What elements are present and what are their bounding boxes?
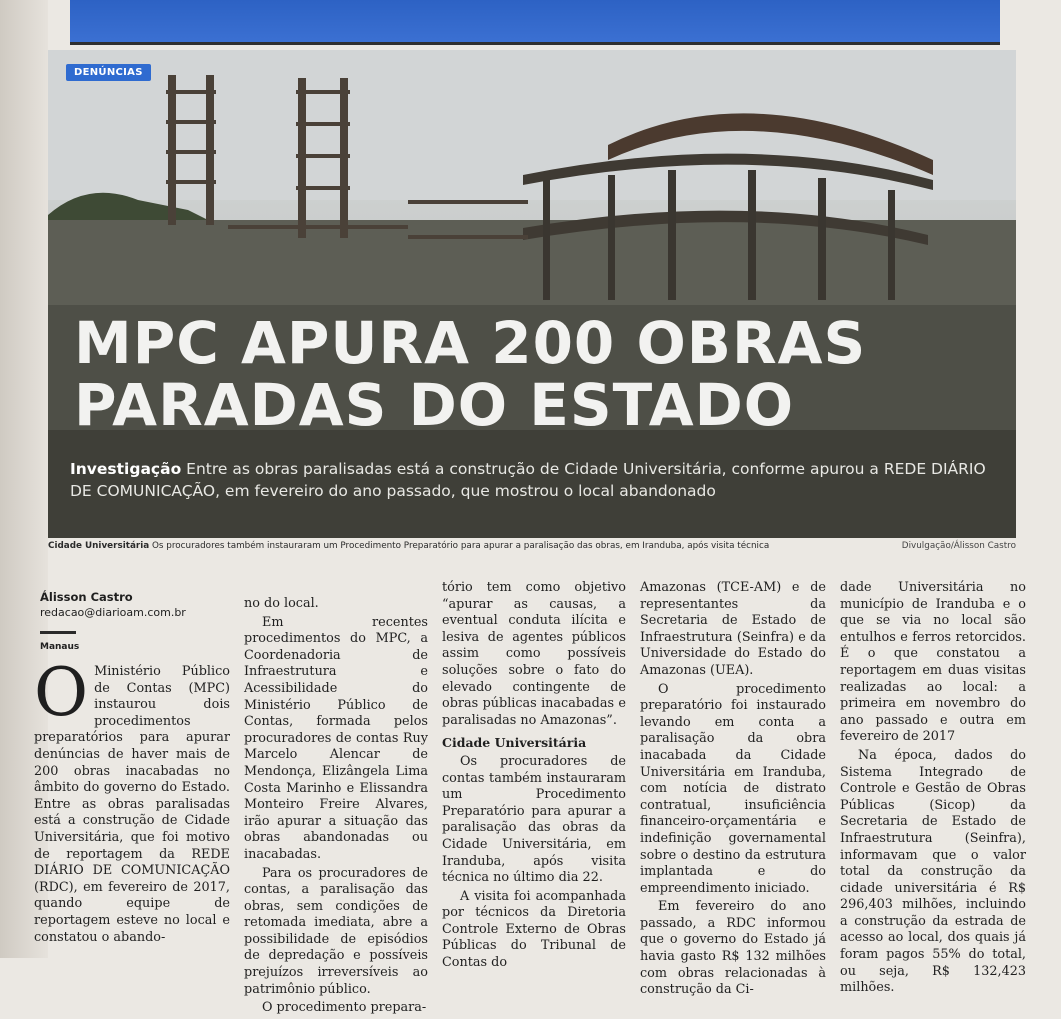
paragraph: no do local. (244, 596, 319, 611)
article-column-1 (34, 654, 230, 948)
paragraph: dade Universitária no município de Iranduba e o que se via no local são entulhos e ferros retorcidos. É o que constatou a reportagem em duas visitas realizadas ao local: a primeira em novembro do ano passado e outra em fevereiro de 2017 (840, 580, 1026, 745)
paragraph: Em recentes procedimentos do MPC, a Coordenadoria de Infraestrutura e Acessibilidade do Ministério Público de Contas, formada pelos procuradores de contas Ruy Marcelo Alencar de Mendonça, Elizângela Lima Costa Marinho e Elissandra Monteiro Freire Alvares, irão apurar a situação das obras abandonadas ou inacabadas. (244, 614, 428, 862)
lead-photo (48, 50, 1016, 538)
headline-line-1: MPC APURA 200 OBRAS (74, 309, 867, 377)
drop-cap: O (34, 654, 89, 731)
headline-line-2: PARADAS DO ESTADO (74, 371, 795, 439)
section-tag[interactable]: DENÚNCIAS (66, 64, 151, 81)
header-rule (70, 42, 1000, 45)
header-color-band (70, 0, 1000, 42)
paragraph: Para os procuradores de contas, a paralisação das obras, sem condições de retomada imediata, abre a possibilidade de episódios de depredação e possíveis prejuízos irreversíveis ao patrimônio público. (244, 865, 428, 997)
caption-text: Os procuradores também instauraram um Procedimento Preparatório para apurar a paralisação das obras, em Iranduba, após visita técnica (151, 541, 770, 551)
article-column-2 (244, 596, 428, 1019)
caption-title: Cidade Universitária (48, 541, 150, 551)
paragraph: A visita foi acompanhada por técnicos da Diretoria Controle Externo de Obras Públicas do Tribunal de Contas do (442, 888, 626, 971)
article-column-5 (840, 580, 1026, 999)
dateline-place: Manaus (40, 642, 80, 652)
author-name: Álisson Castro (40, 590, 133, 604)
article-column-3 (442, 580, 626, 974)
dek-text: Entre as obras paralisadas está a construção de Cidade Universitária, conforme apurou a REDE DIÁRIO DE COMUNICAÇÃO, em fevereiro do ano passado, que mostrou o local abandonado (70, 460, 986, 500)
paragraph: Ministério Público de Contas (MPC) instaurou dois procedimentos preparatórios para apurar denúncias de haver mais de 200 obras inacabadas no âmbito do governo do Estado. Entre as obras paralisadas está a construção de Cidade Universitária, que foi motivo de reportagem da REDE DIÁRIO DE COMUNICAÇÃO (RDC), em fevereiro de 2017, quando equipe de reportagem esteve no local e constatou o abando- (34, 664, 230, 945)
paragraph: tório tem como objetivo “apurar as causas, a eventual conduta ilícita e lesiva de agentes públicos assim como possíveis soluções sobre o fato do elevado contingente de obras públicas inacabadas e paralisadas no Amazonas”. (442, 580, 626, 728)
author-email[interactable]: redacao@diarioam.com.br (40, 606, 186, 619)
byline-rule (40, 631, 76, 634)
paragraph: O procedimento preparatório foi instaurado levando em conta a paralisação da obra inacabada da Cidade Universitária em Iranduba, com notícia de distrato contratual, insuficiência financeiro-orçamentária e indefinição governamental sobre o destino da estrutura implantada e do empreendimento iniciado. (640, 681, 826, 896)
dek (70, 458, 1010, 502)
photo-caption (48, 541, 1016, 557)
article-column-4 (640, 580, 826, 1001)
paragraph: Em fevereiro do ano passado, a RDC informou que o governo do Estado já havia gasto R$ 132 milhões com obras relacionadas à construção da Ci- (640, 899, 826, 998)
dek-label: Investigação (70, 460, 182, 478)
byline (40, 590, 240, 652)
subheading: Cidade Universitária (442, 735, 587, 751)
headline (74, 309, 1014, 439)
paragraph: Os procuradores de contas também instauraram um Procedimento Preparatório para apurar a paralisação das obras da Cidade Universitária, em Iranduba, após visita técnica no último dia 22. (442, 753, 626, 886)
photo-credit: Divulgação/Álisson Castro (901, 541, 1016, 551)
paragraph: Na época, dados do Sistema Integrado de Controle e Gestão de Obras Públicas (Sicop) da Secretaria de Estado de Infraestrutura (Seinfra), informavam que o valor total da construção da cidade universitária é R$ 296,403 milhões, incluindo a construção da estrada de acesso ao local, dos quais já foram pagos 55% do total, ou seja, R$ 132,423 milhões. (840, 747, 1026, 996)
paragraph: Amazonas (TCE-AM) e de representantes da Secretaria de Estado de Infraestrutura (Seinfra) e da Universidade do Estado do Amazonas (UEA). (640, 580, 826, 678)
paragraph: O procedimento prepara- (262, 1000, 427, 1016)
